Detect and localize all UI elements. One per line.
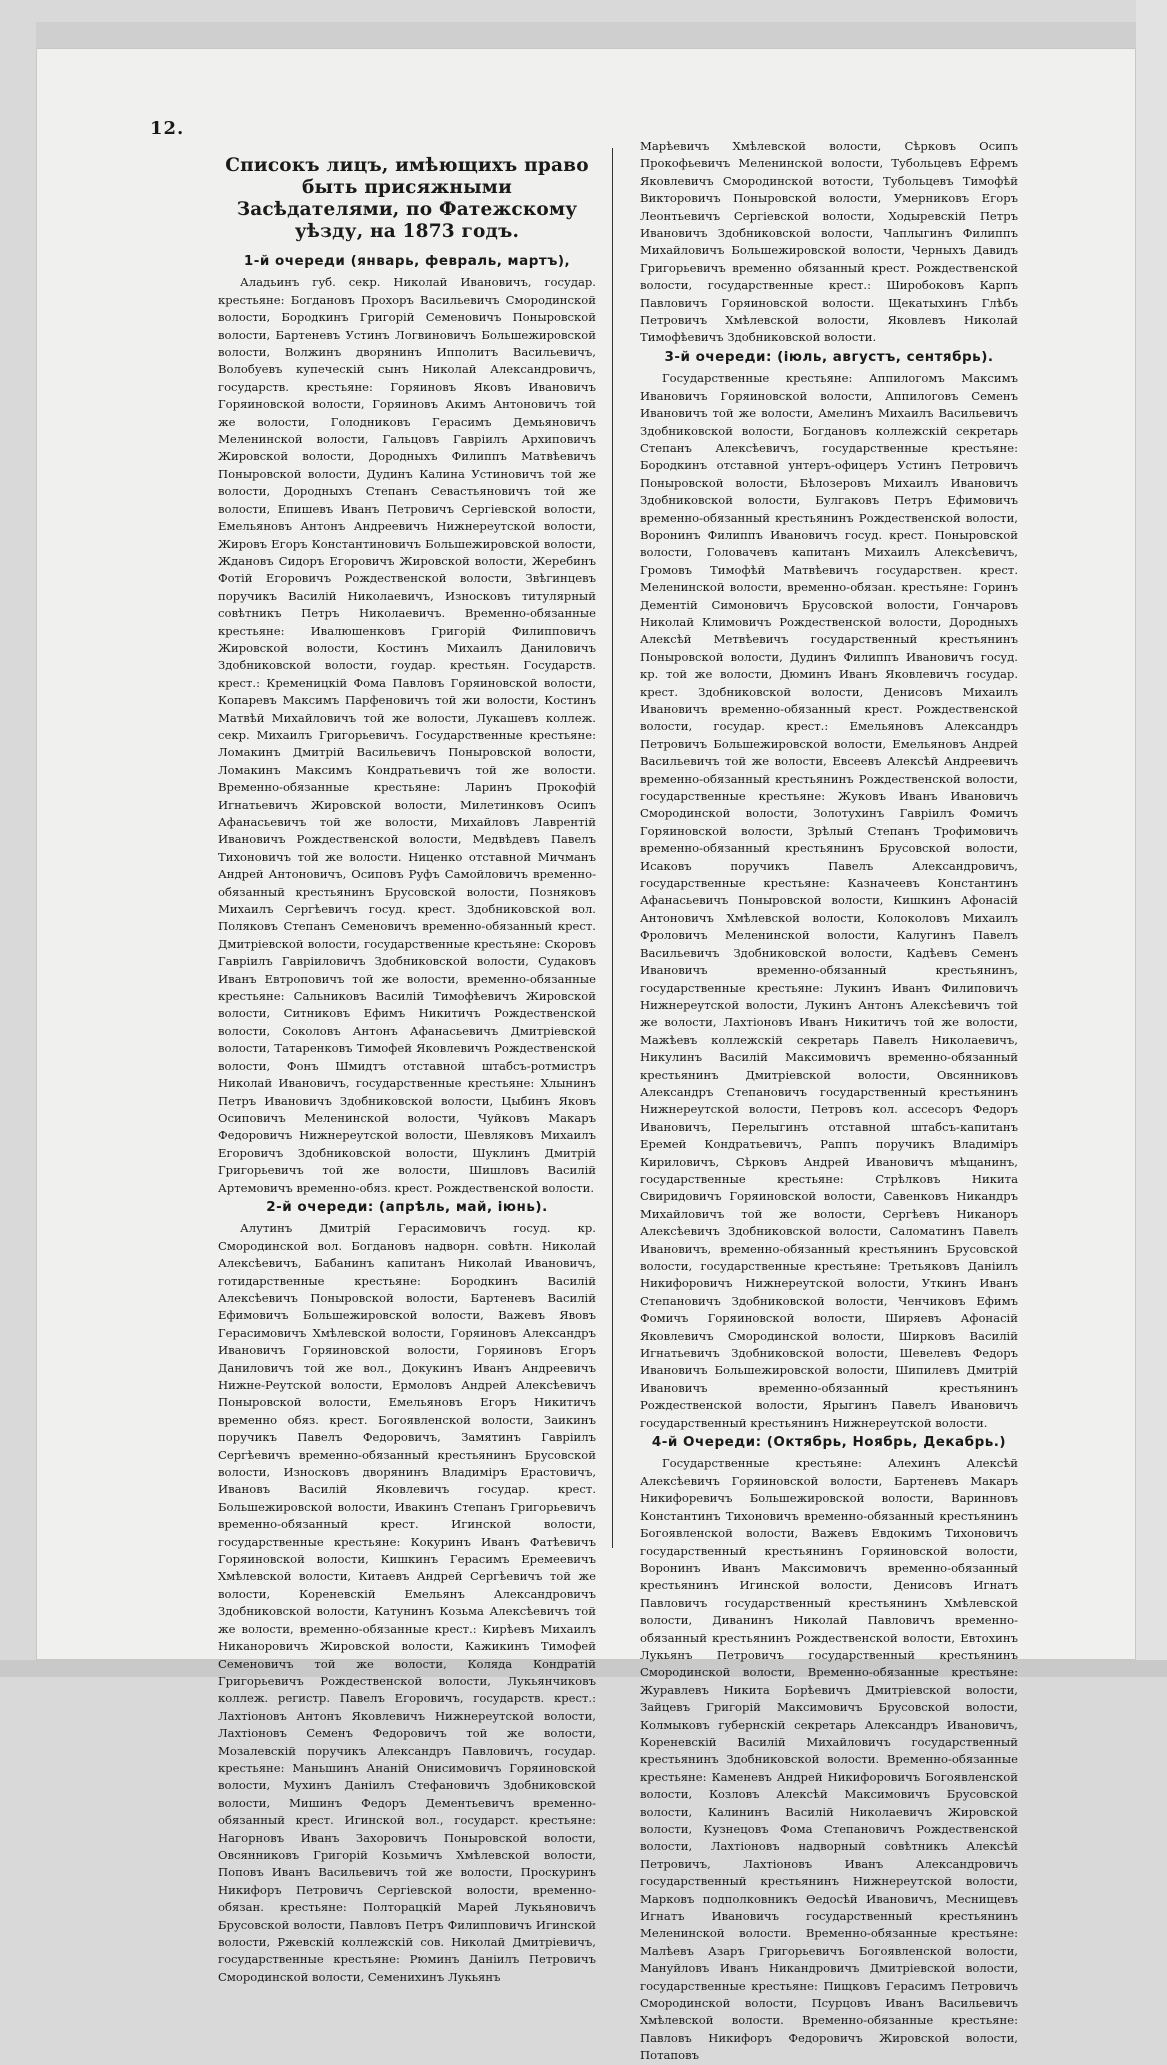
section-heading-1: 1-й очереди (январь, февраль, мартъ), [243,253,571,269]
section-body-3: Государственные крестьяне: Аппилогомъ Максимъ Ивановичъ Горяиновской волости, Аппилоговъ Семенъ Ивановичъ той же волости, Амелинъ Михаилъ Васильевичъ Здобниковской волости, Богдановъ коллежскій секретарь Степанъ Алексѣевичъ, государственные крестьяне: Бородкинъ отставной унтеръ-офицеръ Устинъ Петровичъ Поныровской волости, Бѣлозеровъ Михаилъ Ивановичъ Здобниковской волости, Булгаковъ Петръ Ефимовичъ временно-обязанный крестьянинъ Рождественской волости, Воронинъ Филиппъ Ивановичъ госуд. крест. Поныровской волости, Головачевъ капитанъ Михаилъ Алексѣевичъ, Громовъ Тимофѣй Матвѣевичъ государствен. крест. Меленинской волости, временно-обязан. крестьяне: Горинъ Дементій Симоновичъ Брусовской волости, Гончаровъ Николай Климовичъ Рождественской волости, Дородныхъ Алексѣй Метвѣевичъ государственный крестьянинъ Поныровской волости, Дудинъ Филиппъ Ивановичъ госуд. кр. той же волости, Дюминъ Иванъ Яковлевичъ государ. крест. Здобниковской волости, Денисовъ Михаилъ Ивановичъ временно-обязанный крест. Рождественской волости, государ. крест.: Емельяновъ Александръ Петровичъ Большежировской волости, Емельяновъ Андрей Васильевичъ той же волости, Евсеевъ Алексѣй Андреевичъ временно-обязанный крестьянинъ Рождественской волости, государственные крестьяне: Жуковъ Иванъ Ивановичъ Смородинской волости, Золотухинъ Гавріилъ Фомичъ Горяиновской волости, Зрѣлый Степанъ Трофимовичъ временно-обязанный крестьянинъ Брусовской волости, Исаковъ поручикъ Павелъ Александровичъ, государственные крестьяне: Казначеевъ Константинъ Афанасьевичъ Поныровской волости, Кишкинъ Афонасій Антоновичъ Хмѣлевской волости, Колоколовъ Михаилъ Фроловичъ Меленинской волости, Калугинъ Павелъ Васильевичъ Здобниковской волости, Кадѣевъ Семенъ Ивановичъ временно-обязанный крестьянинъ, государственные крестьяне: Лукинъ Иванъ Филиповичъ Нижнереутской волости, Лукинъ Антонъ Алексѣевичъ той же волости, Лахтіоновъ Иванъ Никитичъ той же волости, Мажѣевъ коллежскій секретарь Павелъ Николаевичъ, Никулинъ Василій Максимовичъ временно-обязанный крестьянинъ Дмитріевской волости, Овсянниковъ Александръ Степановичъ государственный крестьянинъ Нижнереутской волости, Петровъ кол. ассесоръ Федоръ Ивановичъ, Перелыгинъ отставной штабсъ-капитанъ Еремей Кондратьевичъ, Раппъ поручикъ Владиміръ Кириловичъ, Сѣрковъ Андрей Ивановичъ мѣщанинъ, государственные крестьяне: Стрѣлковъ Никита Свиридовичъ Горяиновской волости, Савенковъ Никандръ Михайловичъ той же волости, Сергѣевъ Никаноръ Алексѣевичъ Здобниковской волости, Саломатинъ Павелъ Ивановичъ, временно-обязанный крестьянинъ Брусовской волости, государственные крестьяне: Третьяковъ Даніилъ Никифоровичъ Нижнереутской волости, Уткинъ Иванъ Степановичъ Здобниковской волости, Ченчиковъ Ефимъ Фомичъ Горяиновской волости, Ширяевъ Афонасій Яковлевичъ Смородинской волости, Ширковъ Василій Игнатьевичъ Здобниковской волости, Шевелевъ Федоръ Ивановичъ Большежировской волости, Шипилевъ Дмитрій Ивановичъ временно-обязанный крестьянинъ Рождественской волости, Ярыгинъ Павелъ Ивановичъ государственный крестьянинъ Нижнереутской волости. [640,371,1018,1430]
scanner-right-border [1136,0,1167,1677]
section-heading-2: 2-й очереди: (апрѣль, май, іюнь). [266,1198,548,1215]
left-column [218,155,596,1986]
section-body-2: Алутинъ Дмитрій Герасимовичъ госуд. кр. Смородинской вол. Богдановъ надворн. совѣтн. Николай Алексѣевичъ, Бабанинъ капитанъ Николай Ивановичъ, готидарственные крестьяне: Бородкинъ Василій Алексѣевичъ Поныровской волости, Бартеневъ Василій Ефимовичъ Большежировской волости, Важевъ Явовъ Герасимовичъ Хмѣлевской волости, Горяиновъ Александръ Ивановичъ Горяиновской волости, Горяиновъ Егоръ Даниловичъ той же вол., Докукинъ Иванъ Андреевичъ Нижне-Реутской волости, Ермоловъ Андрей Алексѣевичъ Поныровской волости, Емельяновъ Егоръ Никитичъ временно обяз. крест. Богоявленской волости, Заикинъ поручикъ Павелъ Федоровичъ, Замятинъ Гавріилъ Сергѣевичъ временно-обязанный крестьянинъ Брусовской волости, Износковъ дворянинъ Владиміръ Ерастовичъ, Ивановъ Василій Яковлевичъ государ. крест. Большежировской волости, Ивакинъ Степанъ Григорьевичъ временно-обязанный крест. Игинской волости, государственные крестьяне: Кокуринъ Иванъ Фатѣевичъ Горяиновской волости, Кишкинъ Герасимъ Еремеевичъ Хмѣлевской волости, Китаевъ Андрей Сергѣевичъ той же волости, Кореневскій Емельянъ Александровичъ Здобниковской волости, Катунинъ Козьма Алексѣевичъ той же волости, временно-обязанные крест.: Кирѣевъ Михаилъ Никаноровичъ Жировской волости, Кажикинъ Тимофей Семеновичъ той же волости, Коляда Кондратій Григорьевичъ Рождественской волости, Лукьянчиковъ коллеж. регистр. Павелъ Егоровичъ, государств. крест.: Лахтіоновъ Антонъ Яковлевичъ Нижнереутской волости, Лахтіоновъ Семенъ Федоровичъ той же волости, Мозалевскій поручикъ Александръ Павловичъ, государ. крестьяне: Маньшинъ Ананій Онисимовичъ Горяиновской волости, Мухинъ Даніилъ Стефановичъ Здобниковской волости, Мишинъ Федоръ Дементьевичъ временно-обязанный крест. Игинской вол., государст. крестьяне: Нагорновъ Иванъ Захоровичъ Поныровской волости, Овсянниковъ Григорій Козьмичъ Хмѣлевской волости, Поповъ Иванъ Васильевичъ той же волости, Проскуринъ Никифоръ Петровичъ Сергіевской волости, временно-обязан. крестьяне: Полторацкій Марей Лукьяновичъ Брусовской волости, Павловъ Петръ Филипповичъ Игинской волости, Ржевскій коллежскій сов. Николай Дмитріевичъ, государственные крестьяне: Рюминъ Даніилъ Петровичъ Смородинской волости, Семенихинъ Лукьянъ [218,1221,596,1984]
section-body-4: Государственные крестьяне: Алехинъ Алексѣй Алексѣевичъ Горяиновской волости, Бартеневъ Макаръ Никифоревичъ Большежировской волости, Варинновъ Константинъ Тихоновичъ временно-обязанный крестьянинъ Богоявленской волости, Важевъ Евдокимъ Тихоновичъ государственный крестьянинъ Горяиновской волости, Воронинъ Иванъ Максимовичъ временно-обязанный крестьянинъ Игинской волости, Денисовъ Игнатъ Павловичъ государственный крестьянинъ Хмѣлевской волости, Диванинъ Николай Павловичъ временно-обязанный крестьянинъ Рождественской волости, Евтохинъ Лукьянъ Петровичъ государственный крестьянинъ Смородинской волости, Временно-обязанные крестьяне: Журавлевъ Никита Борѣевичъ Дмитріевской волости, Зайцевъ Григорій Максимовичъ Брусовской волости, Колмыковъ губернскій секретарь Александръ Ивановичъ, Кореневскій Василій Михайловичъ государственный крестьянинъ Здобниковской волости. Временно-обязанные крестьяне: Каменевъ Андрей Никифоровичъ Богоявленской волости, Козловъ Алексѣй Максимовичъ Брусовской волости, Калининъ Василій Николаевичъ Жировской волости, Кузнецовъ Фома Степановичъ Рождественской волости, Лахтіоновъ надворный совѣтникъ Алексѣй Петровичъ, Лахтіоновъ Иванъ Александровичъ государственный крестьянинъ Нижнереутской волости, Марковъ подполковникъ Ѳедосѣй Ивановичъ, Меснищевъ Игнатъ Ивановичъ государственный крестьянинъ Меленинской волости. Временно-обязанные крестьяне: Малѣевъ Азаръ Григорьевичъ Богоявленской волости, Мануйловъ Иванъ Никандровичъ Дмитріевской волости, государственные крестьяне: Пищковъ Герасимъ Петровичъ Смородинской волости, Псурцовъ Иванъ Васильевичъ Хмѣлевской волости. Временно-обязанные крестьяне: Павловъ Никифоръ Федоровичъ Жировской волости, Потаповъ [640,1456,1018,2063]
page-number: 12. [150,118,185,139]
section-heading-4: 4-й Очереди: (Октябрь, Ноябрь, Декабрь.) [651,1434,1007,1451]
section-heading-3: 3-й очереди: (іюль, августъ, сентябрь). [664,348,994,365]
right-column [640,138,1018,2065]
scanner-top-border [36,22,1136,48]
page-title: Списокъ лицъ, имѣющихъ право быть присяжными Засѣдателями, по Фатежскому уѣзду, на 1873 годъ. [225,155,589,242]
column-divider [612,148,613,1548]
section-body-1: Аладьинъ губ. секр. Николай Ивановичъ, государ. крестьяне: Богдановъ Прохоръ Васильевичъ Смородинской волости, Бородкинъ Григорій Семеновичъ Поныровской волости, Бартеневъ Устинъ Логвиновичъ Большежировской волости, Волжинъ дворянинъ Ипполитъ Васильевичъ, Волобуевъ купеческій сынъ Николай Александровичъ, государств. крестьяне: Горяиновъ Яковъ Ивановичъ Горяиновской волости, Горяиновъ Акимъ Антоновичъ той же волости, Голодниковъ Герасимъ Демьяновичъ Меленинской волости, Гальцовъ Гавріилъ Архиповичъ Жировской волости, Дородныхъ Филиппъ Матвѣевичъ Поныровской волости, Дудинъ Калина Устиновичъ той же волости, Дородныхъ Степанъ Севастьяновичъ той же волости, Епишевъ Иванъ Петровичъ Сергіевской волости, Емельяновъ Антонъ Андреевичъ Нижнереутской волости, Жировъ Егоръ Константиновичъ Большежировской волости, Ждановъ Сидоръ Егоровичъ Жировской волости, Жеребинъ Фотій Егоровичъ Рождественской волости, Звѣгинцевъ поручикъ Василій Николаевичъ, Износковъ титулярный совѣтникъ Петръ Николаевичъ. Временно-обязанные крестьяне: Ивалюшенковъ Григорій Филипповичъ Жировской волости, Костинъ Михаилъ Даниловичъ Здобниковской волости, гоудар. крестьян. Государств. крест.: Кременицкій Фома Павловъ Горяиновской волости, Копаревъ Максимъ Парфеновичъ той жи волости, Костинъ Матвѣй Михайловичъ той же волости, Лукашевъ коллеж. секр. Михаилъ Григорьевичъ. Государственные крестьяне: Ломакинъ Дмитрій Васильевичъ Поныровской волости, Ломакинъ Максимъ Кондратьевичъ той же волости. Временно-обязанные крестьяне: Ларинъ Прокофій Игнатьевичъ Жировской волости, Милетинковъ Осипъ Афанасьевичъ той же волости, Михайловъ Лаврентій Ивановичъ Рождественской волости, Медвѣдевъ Павелъ Тихоновичъ той же волости. Ниценко отставной Мичманъ Андрей Антоновичъ, Осиповъ Руфъ Самойловичъ временно-обязанный крестьянинъ Брусовской волости, Позняковъ Михаилъ Сергѣевичъ госуд. крест. Здобниковской вол. Поляковъ Степанъ Семеновичъ временно-обязанный крест. Дмитріевской волости, государственные крестьяне: Скоровъ Гавріилъ Гавріиловичъ Здобниковской волости, Судаковъ Иванъ Евтроповичъ той же волости, временно-обязанные крестьяне: Сальниковъ Василій Тимофѣевичъ Жировской волости, Ситниковъ Ефимъ Никитичъ Рождественской волости, Соколовъ Антонъ Афанасьевичъ Дмитріевской волости, Татаренковъ Тимофей Яковлевичъ Рождественской волости, Фонъ Шмидтъ отставной штабсъ-ротмистръ Николай Ивановичъ, государственные крестьяне: Хлынинъ Петръ Ивановичъ Здобниковской волости, Цыбинъ Яковъ Осиповичъ Меленинской волости, Чуйковъ Макаръ Федоровичъ Нижнереутской волости, Шевляковъ Михаилъ Егоровичъ Здобниковской волости, Шуклинъ Дмитрій Григорьевичъ той же волости, Шишловъ Василій Артемовичъ временно-обяз. крест. Рождественской волости. [218,275,596,1195]
section-body-2-continued: Марѣевичъ Хмѣлевской волости, Сѣрковъ Осипъ Прокофьевичъ Меленинской волости, Тубольцевъ Ефремъ Яковлевичъ Смородинской вотости, Тубольцевъ Тимофѣй Викторовичъ Поныровской волости, Умерниковъ Егоръ Леонтьевичъ Сергіевской волости, Ходыревскій Петръ Ивановичъ Здобниковской волости, Чаплыгинъ Филиппъ Михайловичъ Большежировской волости, Черныхъ Давидъ Григорьевичъ временно обязанный крест. Рождественской волости, государственные крест.: Широбоковъ Карпъ Павловичъ Горяиновской волости. Щекатыхинъ Глѣбъ Петровичъ Хмѣлевской волости, Яковлевъ Николай Тимофѣевичъ Здобниковской волости. [640,139,1018,345]
